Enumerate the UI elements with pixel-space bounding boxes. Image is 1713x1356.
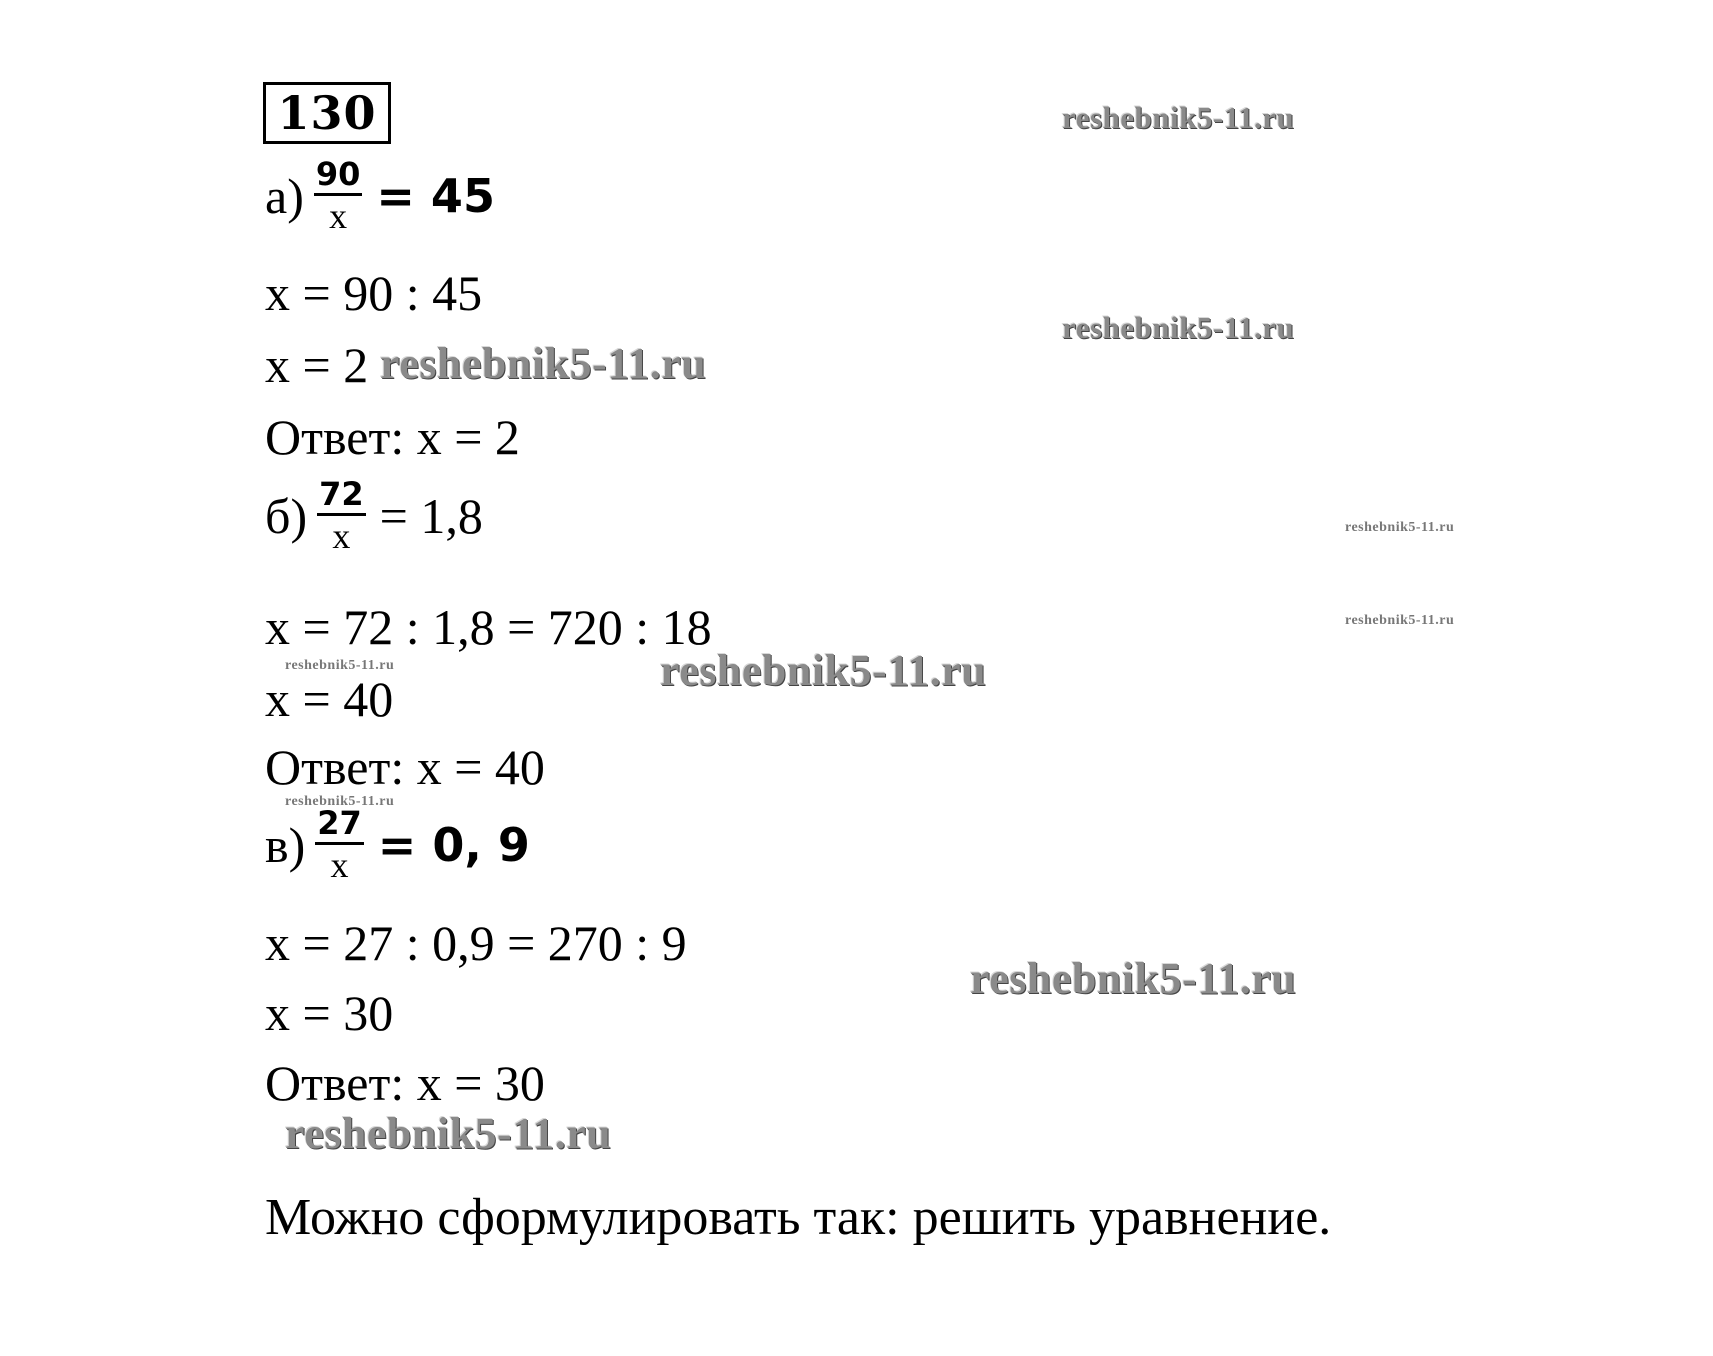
equation-a-rhs: = 45 <box>376 169 495 223</box>
equation-b <box>265 475 483 556</box>
problem-number-box: 130 <box>263 82 391 144</box>
part-c-label: в) <box>265 817 306 873</box>
part-a-answer: Ответ: x = 2 <box>265 409 520 465</box>
part-b-answer: Ответ: x = 40 <box>265 739 545 795</box>
watermark: reshebnik5-11.ru <box>285 1109 612 1158</box>
watermark: reshebnik5-11.ru <box>660 646 987 695</box>
part-c-step1: x = 27 : 0,9 = 270 : 9 <box>265 915 687 971</box>
fraction-a-numerator: 90 <box>315 155 361 193</box>
part-b-step1: x = 72 : 1,8 = 720 : 18 <box>265 599 712 655</box>
footer-note: Можно сформулировать так: решить уравнение. <box>265 1189 1332 1246</box>
part-b-step2: x = 40 <box>265 671 394 727</box>
watermark: reshebnik5-11.ru <box>1062 310 1295 345</box>
part-a-step2: x = 2 <box>265 337 369 393</box>
equation-b-rhs: = 1,8 <box>379 488 483 544</box>
watermark: reshebnik5-11.ru <box>970 954 1297 1003</box>
fraction-c-denominator: x <box>330 845 349 885</box>
equation-a <box>265 155 495 236</box>
part-c-answer: Ответ: x = 30 <box>265 1055 545 1111</box>
watermark: reshebnik5-11.ru <box>1062 100 1295 135</box>
fraction-b-numerator: 72 <box>319 475 364 513</box>
fraction-b-denominator: x <box>332 516 351 556</box>
watermark: reshebnik5-11.ru <box>1345 613 1455 628</box>
part-a-step1: x = 90 : 45 <box>265 265 483 321</box>
fraction-a-denominator: x <box>329 196 348 236</box>
equation-c <box>265 804 530 885</box>
part-b-label: б) <box>265 488 308 544</box>
fraction-a <box>314 155 363 236</box>
watermark: reshebnik5-11.ru <box>285 794 395 809</box>
watermark: reshebnik5-11.ru <box>285 658 395 673</box>
fraction-c-numerator: 27 <box>317 804 362 842</box>
part-c-step2: x = 30 <box>265 985 394 1041</box>
fraction-b <box>317 475 366 556</box>
watermark: reshebnik5-11.ru <box>1345 520 1455 535</box>
part-a-label: а) <box>265 168 304 224</box>
watermark: reshebnik5-11.ru <box>380 339 707 388</box>
equation-c-rhs: = 0, 9 <box>377 818 530 872</box>
fraction-c <box>315 804 364 885</box>
